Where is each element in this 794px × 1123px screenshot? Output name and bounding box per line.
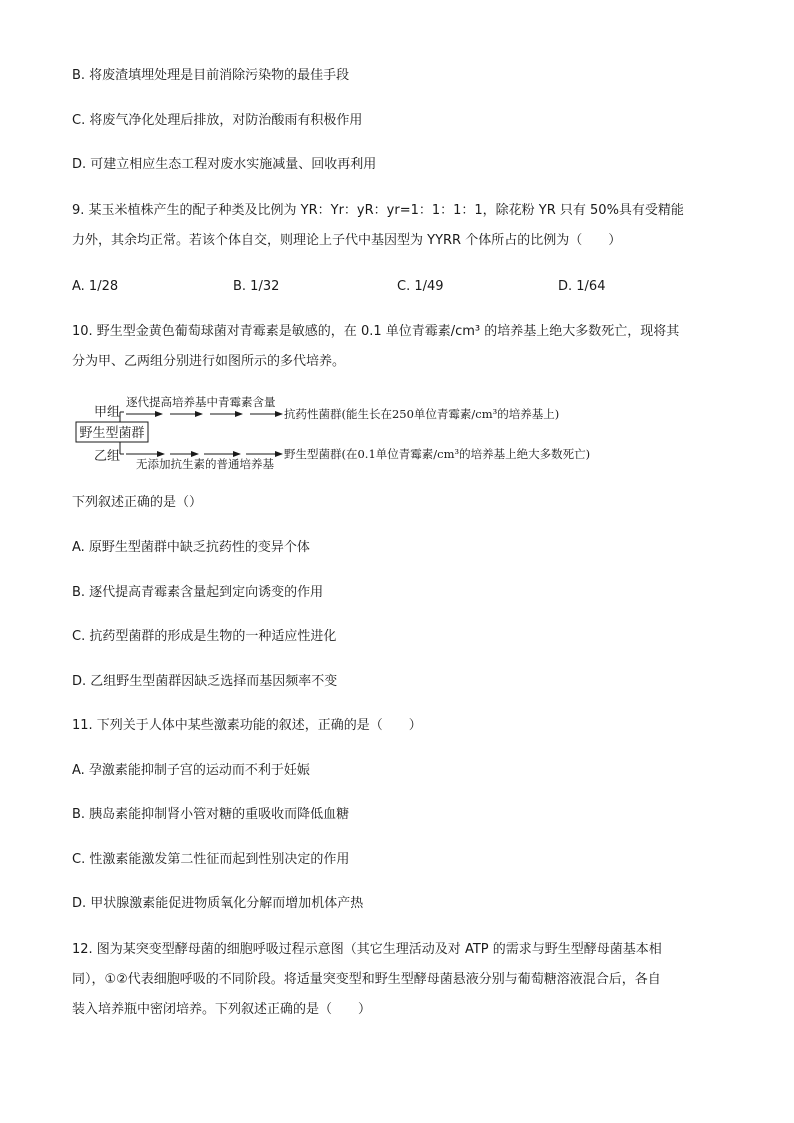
bottom-result: 野生型菌群(在0.1单位青霉素/cm³的培养基上绝大多数死亡) [284, 447, 591, 461]
q10-option-c: C. 抗药型菌群的形成是生物的一种适应性进化 [72, 629, 337, 644]
q11-stem: 11. 下列关于人体中某些激素功能的叙述，正确的是（ ） [72, 718, 422, 733]
q10-option-a: A. 原野生型菌群中缺乏抗药性的变异个体 [72, 540, 310, 555]
q9-option-a: A. 1/28 [72, 279, 119, 294]
q8-option-b: B. 将废渣填埋处理是目前消除污染物的最佳手段 [72, 68, 350, 83]
q12-stem-line-2: 同），①②代表细胞呼吸的不同阶段。将适量突变型和野生型酵母菌悬液分别与葡萄糖溶液混合后，各自 [72, 972, 661, 987]
q11-option-c: C. 性激素能激发第二性征而起到性别决定的作用 [72, 852, 350, 867]
q11-option-b: B. 胰岛素能抑制肾小管对糖的重吸收而降低血糖 [72, 807, 350, 822]
top-arrow-label: 逐代提高培养基中青霉素含量 [126, 395, 276, 409]
bottom-arrow-label: 无添加抗生素的普通培养基 [136, 457, 274, 471]
q10-stem-line-1: 10. 野生型金黄色葡萄球菌对青霉素是敏感的，在 0.1 单位青霉素/cm³ 的培养基上绝大多数死亡，现将其 [72, 324, 680, 339]
q10-prompt: 下列叙述正确的是（） [72, 495, 203, 510]
q9-stem-line-1: 9. 某玉米植株产生的配子种类及比例为 YR：Yr：yR：yr=1：1：1：1，除花粉 YR 只有 50%具有受精能 [72, 203, 684, 218]
q10-culture-diagram [72, 392, 732, 474]
q10-option-d: D. 乙组野生型菌群因缺乏选择而基因频率不变 [72, 674, 338, 689]
wild-type-box-label: 野生型菌群 [79, 426, 145, 441]
q8-option-c: C. 将废气净化处理后排放，对防治酸雨有积极作用 [72, 113, 363, 128]
q12-stem-line-3: 装入培养瓶中密闭培养。下列叙述正确的是（ ） [72, 1002, 372, 1017]
group-a-label: 甲组 [94, 405, 121, 420]
q11-option-d: D. 甲状腺激素能促进物质氧化分解而增加机体产热 [72, 896, 364, 911]
q10-stem-line-2: 分为甲、乙两组分别进行如图所示的多代培养。 [72, 354, 346, 369]
q10-option-b: B. 逐代提高青霉素含量起到定向诱变的作用 [72, 585, 324, 600]
q9-option-b: B. 1/32 [233, 279, 280, 294]
top-result: 抗药性菌群(能生长在250单位青霉素/cm³的培养基上) [284, 407, 560, 421]
q9-option-d: D. 1/64 [558, 279, 606, 294]
q9-stem-line-2: 力外，其余均正常。若该个体自交，则理论上子代中基因型为 YYRR 个体所占的比例为（ ） [72, 233, 622, 248]
q12-stem-line-1: 12. 图为某突变型酵母菌的细胞呼吸过程示意图（其它生理活动及对 ATP 的需求与野生型酵母菌基本相 [72, 942, 662, 957]
q11-option-a: A. 孕激素能抑制子宫的运动而不利于妊娠 [72, 763, 310, 778]
q9-option-c: C. 1/49 [397, 279, 444, 294]
q8-option-d: D. 可建立相应生态工程对废水实施减量、回收再利用 [72, 157, 377, 172]
group-b-label: 乙组 [94, 449, 121, 464]
